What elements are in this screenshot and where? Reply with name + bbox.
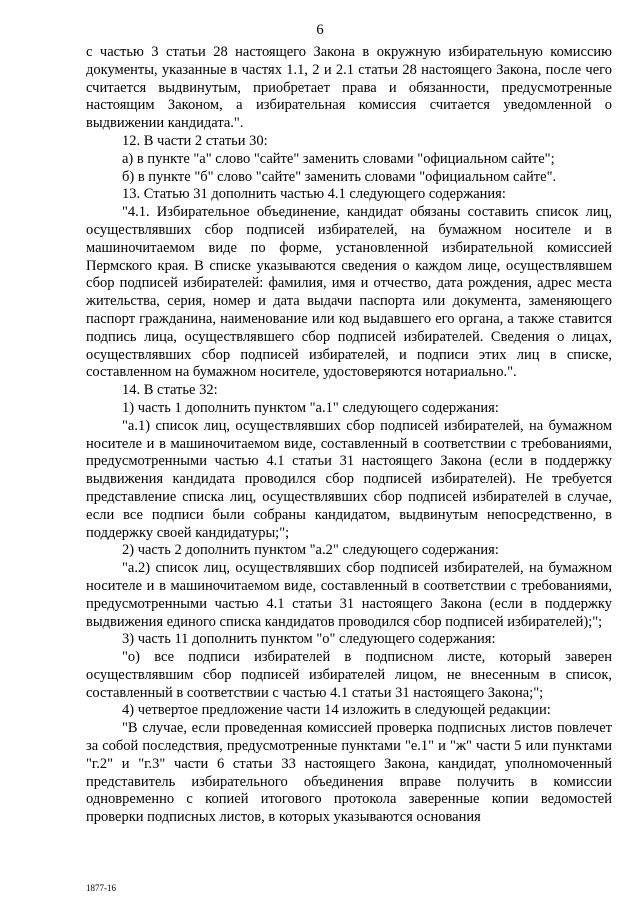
paragraph: 3) часть 11 дополнить пунктом "о" следующего содержания: <box>122 631 496 648</box>
paragraph: 2) часть 2 дополнить пунктом "а.2" следующего содержания: <box>122 542 499 559</box>
paragraph: 12. В части 2 статьи 30: <box>122 132 268 149</box>
paragraph: 1) часть 1 дополнить пунктом "а.1" следующего содержания: <box>122 399 499 416</box>
document-code: 1877-16 <box>86 883 116 893</box>
paragraph: "4.1. Избирательное объединение, кандидат обязаны составить список лиц, осуществлявших сбор подписей избирателей, на бумажном носителе и в машиночитаемом виде по форме, установленной избирательной комиссией Пермского края. В списке указываются сведения о каждом лице, осуществлявшем сбор подписей избирателей: фамилия, имя и отчество, дата рождения, адрес места жительства, серия, номер и дата выдачи паспорта или документа, заменяющего паспорт гражданина, наименование или код выдавшего его органа, а также ставится подпись лица, осуществлявшего сбор подписей избирателей. Сведения о лицах, осуществлявших сбор подписей избирателей, и подписи этих лиц в списке, составленном на бумажном носителе, удостоверяются нотариально.". <box>86 204 612 381</box>
paragraph: а) в пункте "а" слово "сайте" заменить словами "официальном сайте"; <box>122 150 555 167</box>
paragraph: "В случае, если проведенная комиссией проверка подписных листов повлечет за собой последствия, предусмотренные пунктами "е.1" и "ж" части 5 или пунктами "г.2" и "г.3" части 6 статьи 33 настоящего Закона, кандидат, уполномоченный представитель избирательного объединения вправе получить в комиссии одновременно с копией итогового протокола заверенные копии ведомостей проверки подписных листов, в которых указываются основания <box>86 720 612 826</box>
paragraph: 4) четвертое предложение части 14 изложить в следующей редакции: <box>122 702 551 719</box>
document-body <box>86 44 612 827</box>
paragraph: 14. В статье 32: <box>122 382 218 399</box>
paragraph: 13. Статью 31 дополнить частью 4.1 следующего содержания: <box>122 186 506 203</box>
paragraph: с частью 3 статьи 28 настоящего Закона в окружную избирательную комиссию документы, указанные в частях 1.1, 2 и 2.1 статьи 28 настоящего Закона, после чего считается выдвинутым, приобретает права и обязанности, предусмотренные настоящим Законом, а избирательная комиссия считается уведомленной о выдвижении кандидата.". <box>86 44 612 132</box>
paragraph: б) в пункте "б" слово "сайте" заменить словами "официальном сайте". <box>122 168 557 185</box>
paragraph: "о) все подписи избирателей в подписном листе, который заверен осуществлявшим сбор подписей избирателей лицом, не внесенным в список, составленный в соответствии с частью 4.1 статьи 31 настоящего Закона;"; <box>86 649 612 701</box>
paragraph: "а.1) список лиц, осуществлявших сбор подписей избирателей, на бумажном носителе и в машиночитаемом виде, составленный в соответствии с требованиями, предусмотренными частью 4.1 статьи 31 настоящего Закона (если в поддержку выдвижения кандидата проводился сбор подписей избирателей). Не требуется представление списка лиц, осуществлявших сбор подписей избирателей в случае, если все подписи были собраны кандидатом, выдвинутым непосредственно, в поддержку своей кандидатуры;"; <box>86 417 612 541</box>
paragraph: "а.2) список лиц, осуществлявших сбор подписей избирателей, на бумажном носителе и в машиночитаемом виде, составленный в соответствии с требованиями, предусмотренными частью 4.1 статьи 31 настоящего Закона (если в поддержку выдвижения единого списка кандидатов проводился сбор подписей избирателей);"; <box>86 560 612 630</box>
page-number: 6 <box>316 22 324 38</box>
